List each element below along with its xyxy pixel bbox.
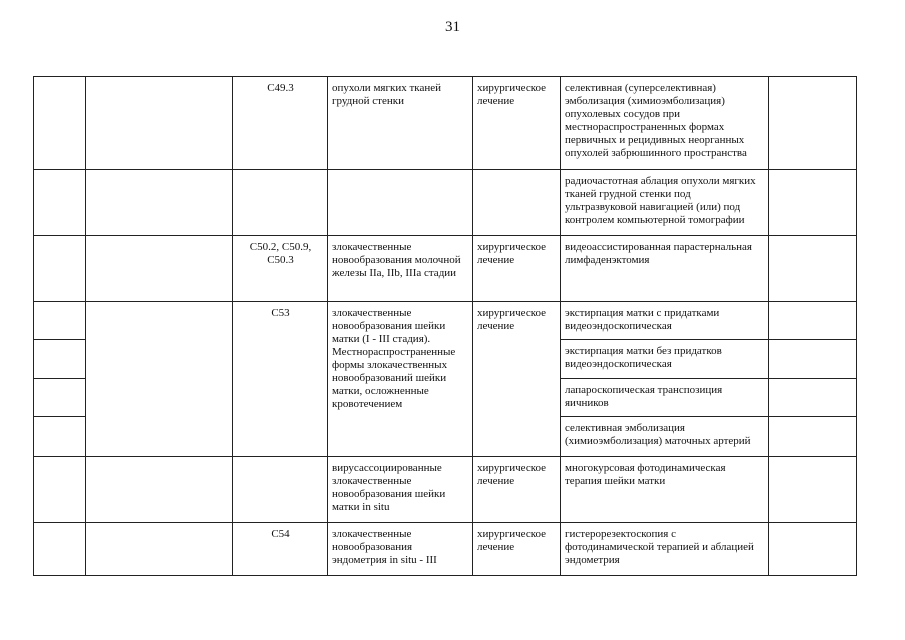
treatment-type: хирургическое лечение [473,523,561,576]
table-row [34,302,857,340]
page-number: 31 [445,19,460,35]
treatment-type: хирургическое лечение [473,236,561,302]
treatment-type: хирургическое лечение [473,302,561,457]
diagnosis-code: C53 [233,302,328,457]
table-cell [86,236,233,302]
table-cell [86,302,233,457]
treatment-method: экстирпация матки без придатков видеоэндоскопическая [561,340,769,379]
table-cell [34,236,86,302]
treatment-method: лапароскопическая транспозиция яичников [561,379,769,417]
table-cell [769,170,857,236]
table-cell [34,523,86,576]
diagnosis-code: C50.2, C50.9, C50.3 [233,236,328,302]
table-cell [769,379,857,417]
table-cell [86,170,233,236]
treatment-method: селективная (суперселективная) эмболизация (химиоэмболизация) опухолевых сосудов при местнораспространенных формах первичных и рецидивных неорганных опухолей забрюшинного пространства [561,77,769,170]
table-cell [34,457,86,523]
table-cell [86,523,233,576]
treatment-method: экстирпация матки с придатками видеоэндоскопическая [561,302,769,340]
diagnosis-text: злокачественные новообразования молочной железы IIa, IIb, IIIa стадии [328,236,473,302]
table-cell [769,77,857,170]
table-row [34,523,857,576]
table-cell [328,170,473,236]
table-cell [769,236,857,302]
table-cell [86,77,233,170]
table-cell [769,340,857,379]
diagnosis-code: C49.3 [233,77,328,170]
table-cell [34,170,86,236]
diagnosis-text: вирусассоциированные злокачественные новообразования шейки матки in situ [328,457,473,523]
table-cell [34,77,86,170]
table-cell [769,457,857,523]
table-cell [34,340,86,379]
table-cell [769,523,857,576]
treatment-method: селективная эмболизация (химиоэмболизация) маточных артерий [561,417,769,457]
table-cell [769,417,857,457]
medical-care-table [33,76,857,576]
diagnosis-code: C54 [233,523,328,576]
table-cell [34,302,86,340]
treatment-method: видеоассистированная парастернальная лимфаденэктомия [561,236,769,302]
table-cell [233,170,328,236]
diagnosis-code [233,457,328,523]
treatment-method: радиочастотная аблация опухоли мягких тканей грудной стенки под ультразвуковой навигацией (или) под контролем компьютерной томографии [561,170,769,236]
diagnosis-text: злокачественные новообразования шейки матки (I - III стадия). Местнораспространенные формы злокачественных новообразований шейки матки, осложненные кровотечением [328,302,473,457]
table-cell [34,417,86,457]
table-row [34,77,857,170]
table-cell [86,457,233,523]
diagnosis-text: злокачественные новообразования эндометрия in situ - III [328,523,473,576]
table-row [34,170,857,236]
treatment-type: хирургическое лечение [473,77,561,170]
treatment-method: многокурсовая фотодинамическая терапия шейки матки [561,457,769,523]
treatment-type: хирургическое лечение [473,457,561,523]
table-cell [34,379,86,417]
table-cell [473,170,561,236]
table-row [34,236,857,302]
treatment-method: гистерорезектоскопия с фотодинамической терапией и аблацией эндометрия [561,523,769,576]
diagnosis-text: опухоли мягких тканей грудной стенки [328,77,473,170]
table-cell [769,302,857,340]
table-row [34,457,857,523]
